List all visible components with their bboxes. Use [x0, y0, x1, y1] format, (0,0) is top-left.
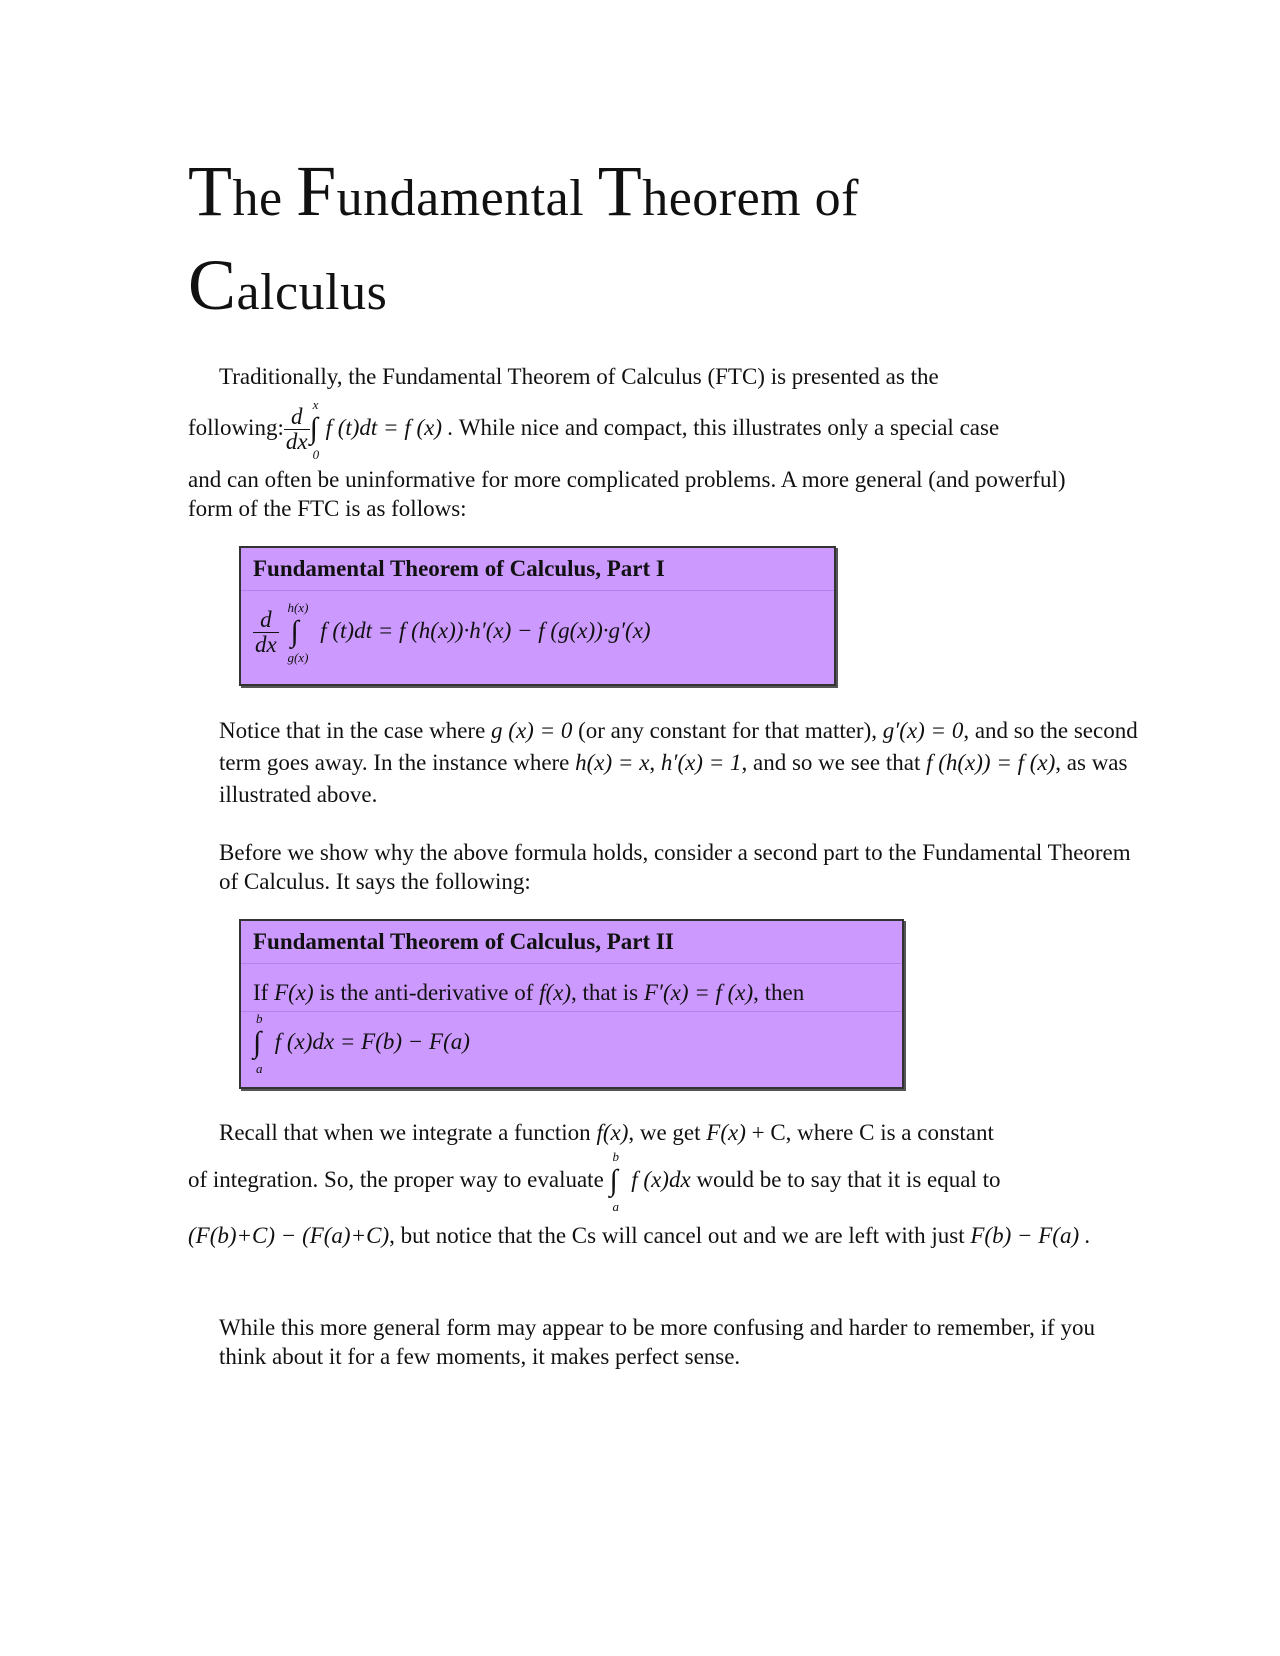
- intro-formula-line: [188, 398, 1108, 460]
- theorem-part2-formula-line: [241, 1012, 902, 1074]
- recall-line1: [188, 1118, 1139, 1147]
- title-cap: F: [296, 151, 337, 231]
- closing-paragraph: While this more general form may appear to be more confusing and harder to remember, if you think about it for a few moments, it makes perfect sense.: [219, 1315, 1095, 1369]
- derivative-fraction: [284, 405, 310, 454]
- recall-math: f (x)dx: [631, 1167, 691, 1192]
- theorem-part2-math: F′(x) = f (x): [643, 980, 754, 1005]
- integral-symbol: b ∫ a: [253, 1010, 263, 1076]
- theorem-part2-box: [239, 919, 904, 1089]
- recall-text: , but notice that the Cs will cancel out and we are left with just: [389, 1223, 965, 1248]
- notice-math: g′(x) = 0: [882, 718, 964, 743]
- theorem-part2-title: Fundamental Theorem of Calculus, Part II: [253, 929, 674, 954]
- theorem-part2-text: , that is: [571, 980, 639, 1005]
- integral-lower-limit: 0: [312, 446, 320, 462]
- recall-text: Recall that when we integrate a function: [219, 1120, 591, 1145]
- integral-lower-limit: g(x): [287, 649, 309, 665]
- notice-text: , and so we see that: [741, 750, 921, 775]
- page-title: [188, 148, 1048, 336]
- theorem-part2-line1: [241, 978, 902, 1007]
- integral-upper-limit: x: [312, 396, 319, 412]
- intro-rest: and can often be uninformative for more complicated problems. A more general (and powerful) form of the FTC is as follows:: [188, 467, 1066, 521]
- recall-line3: [188, 1221, 1108, 1250]
- recall-line2: [188, 1150, 1108, 1212]
- theorem-part2-text: If: [253, 980, 269, 1005]
- theorem-part1-formula: f (t)dt = f (h(x))·h′(x) − f (g(x))·g′(x): [320, 618, 651, 643]
- fraction-denominator: dx: [285, 429, 308, 455]
- recall-text: would be to say that it is equal to: [696, 1167, 1001, 1192]
- integral-lower-limit: a: [256, 1060, 263, 1076]
- notice-text: , as was illustrated above.: [219, 750, 1128, 807]
- recall-math: F(b) − F(a) .: [970, 1223, 1091, 1248]
- box-divider: [241, 963, 902, 964]
- integral-symbol: h(x) ∫ g(x): [287, 599, 309, 665]
- notice-math: g (x) = 0: [491, 718, 573, 743]
- fraction-denominator: dx: [255, 632, 277, 658]
- derivative-fraction: [253, 608, 279, 657]
- title-text: undamental: [336, 170, 598, 227]
- theorem-part1-title: Fundamental Theorem of Calculus, Part I: [253, 556, 665, 581]
- integral-symbol: b ∫ a: [609, 1148, 620, 1214]
- before-paragraph: Before we show why the above formula holds, consider a second part to the Fundamental Theorem of Calculus. It says the following:: [219, 840, 1131, 894]
- integral-upper-limit: h(x): [287, 599, 309, 615]
- theorem-part2-text: , then: [753, 980, 805, 1005]
- notice-math: h′(x) = 1: [660, 750, 742, 775]
- integral-lower-limit: a: [612, 1198, 620, 1214]
- notice-text: Notice that in the case where: [219, 718, 486, 743]
- intro-formula: f (t)dt = f (x) .: [325, 415, 454, 440]
- recall-text: , we get: [628, 1120, 701, 1145]
- recall-text: + C, where C is a constant: [751, 1120, 994, 1145]
- theorem-part2-math: F(x): [274, 980, 314, 1005]
- intro-line1: Traditionally, the Fundamental Theorem of Calculus (FTC) is presented as the: [219, 364, 939, 389]
- notice-text: , and so the second term goes away. In the instance where: [219, 718, 1138, 775]
- theorem-part2-math: f(x): [539, 980, 572, 1005]
- notice-text: ,: [649, 750, 656, 775]
- theorem-part2-text: is the anti-derivative of: [319, 980, 534, 1005]
- recall-math: f(x): [596, 1120, 629, 1145]
- title-text: heorem of: [642, 170, 859, 227]
- intro-following: following:: [188, 415, 284, 440]
- integral-upper-limit: b: [612, 1148, 620, 1164]
- recall-math: F(x): [706, 1120, 746, 1145]
- integral-symbol: x ∫ 0: [309, 396, 320, 462]
- title-cap: C: [188, 245, 237, 325]
- title-text: alculus: [236, 264, 388, 321]
- recall-text: of integration. So, the proper way to evaluate: [188, 1167, 604, 1192]
- integral-upper-limit: b: [256, 1010, 263, 1026]
- title-cap: T: [597, 151, 643, 231]
- theorem-part1-formula-line: [241, 601, 834, 665]
- fraction-numerator: d: [253, 608, 279, 633]
- fraction-numerator: d: [284, 405, 310, 430]
- theorem-part2-formula: f (x)dx = F(b) − F(a): [274, 1029, 470, 1054]
- title-cap: T: [188, 151, 233, 231]
- notice-text: (or any constant for that matter),: [578, 718, 877, 743]
- title-text: he: [232, 170, 297, 227]
- theorem-part1-box: [239, 546, 836, 686]
- box-divider: [241, 590, 834, 591]
- notice-math: h(x) = x: [575, 750, 650, 775]
- intro-after: While nice and compact, this illustrates only a special case: [458, 415, 1000, 440]
- notice-paragraph: [188, 715, 1139, 811]
- recall-math: (F(b)+C) − (F(a)+C): [188, 1223, 390, 1248]
- notice-math: f (h(x)) = f (x): [926, 750, 1056, 775]
